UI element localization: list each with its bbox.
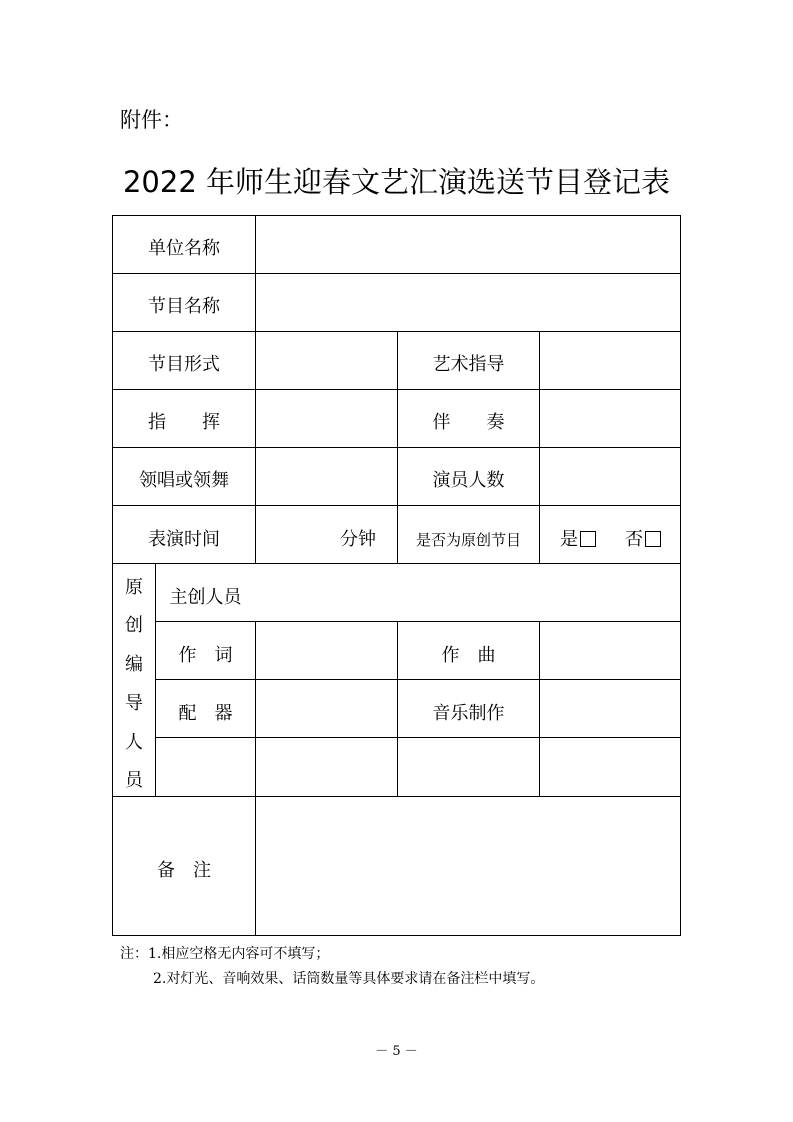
row-divider [155, 679, 681, 680]
attachment-label: 附件： [120, 108, 183, 132]
creative-team-char: 人 [125, 732, 143, 753]
arranger-label: 配 器 [178, 703, 233, 724]
lead-singer-dancer-label: 领唱或领舞 [139, 470, 229, 491]
row-divider [155, 621, 681, 622]
remarks-label: 备 注 [157, 860, 211, 881]
lyricist-label: 作 词 [178, 645, 233, 666]
yes-label: 是 [560, 529, 578, 550]
col-divider [255, 621, 256, 796]
row-divider [112, 796, 681, 797]
creative-team-char: 原 [125, 577, 143, 598]
no-option[interactable] [625, 531, 661, 549]
col-divider [539, 331, 540, 564]
duration-label: 表演时间 [148, 529, 220, 550]
col-divider [255, 215, 256, 564]
accompanist-label: 伴 奏 [432, 412, 505, 433]
no-label: 否 [625, 529, 643, 550]
creative-team-char: 创 [125, 615, 143, 636]
table-border-right [680, 215, 681, 936]
cast-count-label: 演员人数 [432, 470, 505, 491]
original-question-label: 是否为原创节目 [415, 531, 521, 549]
creative-team-char: 员 [125, 770, 143, 791]
no-checkbox[interactable] [645, 531, 661, 547]
yes-checkbox[interactable] [580, 531, 596, 547]
form-title: 2022 年师生迎春文艺汇演选送节目登记表 [122, 165, 671, 199]
unit-name-label: 单位名称 [148, 238, 220, 259]
col-divider [255, 796, 256, 936]
lead-creators-label: 主创人员 [169, 587, 242, 608]
note-line-1: 注：1.相应空格无内容可不填写； [120, 946, 330, 962]
row-divider [155, 737, 681, 738]
music-production-label: 音乐制作 [432, 703, 505, 724]
table-border-bottom [112, 935, 681, 936]
row-divider [112, 273, 681, 274]
creative-team-char: 编 [125, 654, 143, 675]
note-line-2: 2.对灯光、音响效果、话筒数量等具体要求请在备注栏中填写。 [153, 971, 545, 987]
creative-team-char: 导 [125, 693, 143, 714]
table-border-top [112, 215, 681, 216]
yes-option[interactable] [560, 531, 596, 549]
composer-label: 作 曲 [441, 645, 496, 666]
program-form-label: 节目形式 [148, 354, 220, 375]
col-divider [539, 621, 540, 796]
minutes-unit: 分钟 [340, 529, 376, 550]
table-border-left [112, 215, 113, 936]
program-name-label: 节目名称 [148, 296, 220, 317]
page-number: － 5 － [375, 1044, 418, 1059]
conductor-label: 指 挥 [148, 412, 220, 433]
art-director-label: 艺术指导 [432, 354, 505, 375]
